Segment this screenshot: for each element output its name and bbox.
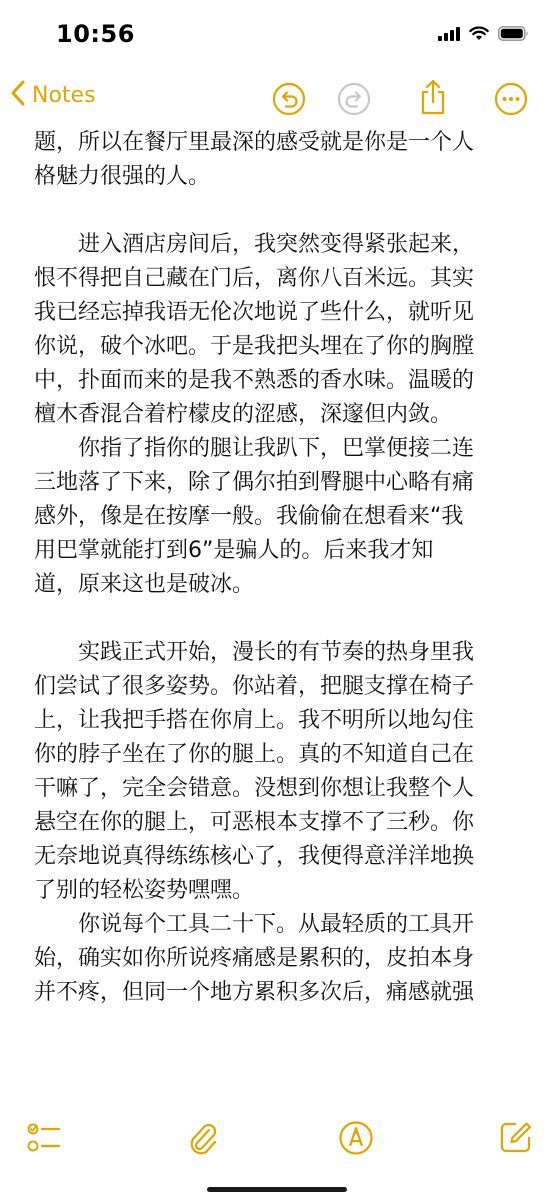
paragraph	[34, 432, 524, 602]
back-label: Notes	[32, 82, 96, 108]
text-line: 了别的轻松姿势嘿嘿。	[34, 878, 255, 903]
text-line: 们尝试了很多姿势。你站着，把腿支撑在椅子	[34, 674, 475, 699]
text-line: 格魅力很强的人。	[34, 164, 211, 189]
status-icons	[438, 26, 530, 45]
attachment-icon[interactable]	[187, 1120, 219, 1162]
text-line: 无奈地说真得练练核心了，我便得意洋洋地换	[34, 844, 475, 869]
text-line: 感外，像是在按摩一般。我偷偷在想看来“我	[34, 504, 464, 529]
share-icon[interactable]	[418, 78, 448, 120]
text-line: 干嘛了，完全会错意。没想到你想让我整个人	[34, 776, 475, 801]
wifi-icon	[469, 26, 489, 45]
paragraph	[34, 908, 524, 1010]
text-line: 三地落了下来，除了偶尔拍到臀腿中心略有痛	[34, 470, 475, 495]
text-line: 中，扑面而来的是我不熟悉的香水味。温暖的	[34, 368, 475, 393]
paragraph	[34, 228, 524, 432]
text-line: 悬空在你的腿上，可恶根本支撑不了三秒。你	[34, 810, 475, 835]
home-indicator[interactable]	[207, 1187, 347, 1192]
text-line: 你说每个工具二十下。从最轻质的工具开	[78, 912, 475, 937]
status-time: 10:56	[56, 20, 135, 48]
compose-icon[interactable]	[499, 1120, 533, 1158]
redo-icon[interactable]	[337, 82, 371, 120]
text-line: 你说，破个冰吧。于是我把头埋在了你的胸膛	[34, 334, 475, 359]
text-line: 并不疼，但同一个地方累积多次后，痛感就强	[34, 980, 475, 1005]
text-line: 你的脖子坐在了你的腿上。真的不知道自己在	[34, 742, 475, 767]
paragraph	[34, 636, 524, 908]
text-line: 进入酒店房间后，我突然变得紧张起来，	[78, 232, 475, 257]
navigation-bar	[0, 72, 554, 128]
text-line: 实践正式开始，漫长的有节奏的热身里我	[78, 640, 475, 665]
paragraph	[34, 126, 524, 194]
battery-icon	[498, 26, 530, 45]
more-icon[interactable]	[494, 82, 528, 120]
text-line: 我已经忘掉我语无伦次地说了些什么，就听见	[34, 300, 475, 325]
text-line: 道，原来这也是破冰。	[34, 572, 255, 597]
bottom-toolbar	[0, 1110, 554, 1170]
text-line: 题，所以在餐厅里最深的感受就是你是一个人	[34, 130, 475, 155]
back-to-notes-button[interactable]	[10, 80, 96, 110]
text-line: 上，让我把手搭在你肩上。我不明所以地勾住	[34, 708, 475, 733]
status-bar	[0, 0, 554, 60]
note-body[interactable]	[34, 126, 524, 1010]
text-line: 恨不得把自己藏在门后，离你八百米远。其实	[34, 266, 475, 291]
undo-icon[interactable]	[272, 82, 306, 120]
text-line: 檀木香混合着柠檬皮的涩感，深邃但内敛。	[34, 402, 453, 427]
chevron-left-icon	[10, 80, 26, 110]
text-line: 用巴掌就能打到6”是骗人的。后来我才知	[34, 538, 434, 563]
markup-icon[interactable]	[338, 1120, 374, 1160]
cellular-signal-icon	[438, 26, 460, 45]
checklist-icon[interactable]	[26, 1120, 62, 1160]
text-line: 你指了指你的腿让我趴下，巴掌便接二连	[78, 436, 475, 461]
text-line: 始，确实如你所说疼痛感是累积的，皮拍本身	[34, 946, 475, 971]
